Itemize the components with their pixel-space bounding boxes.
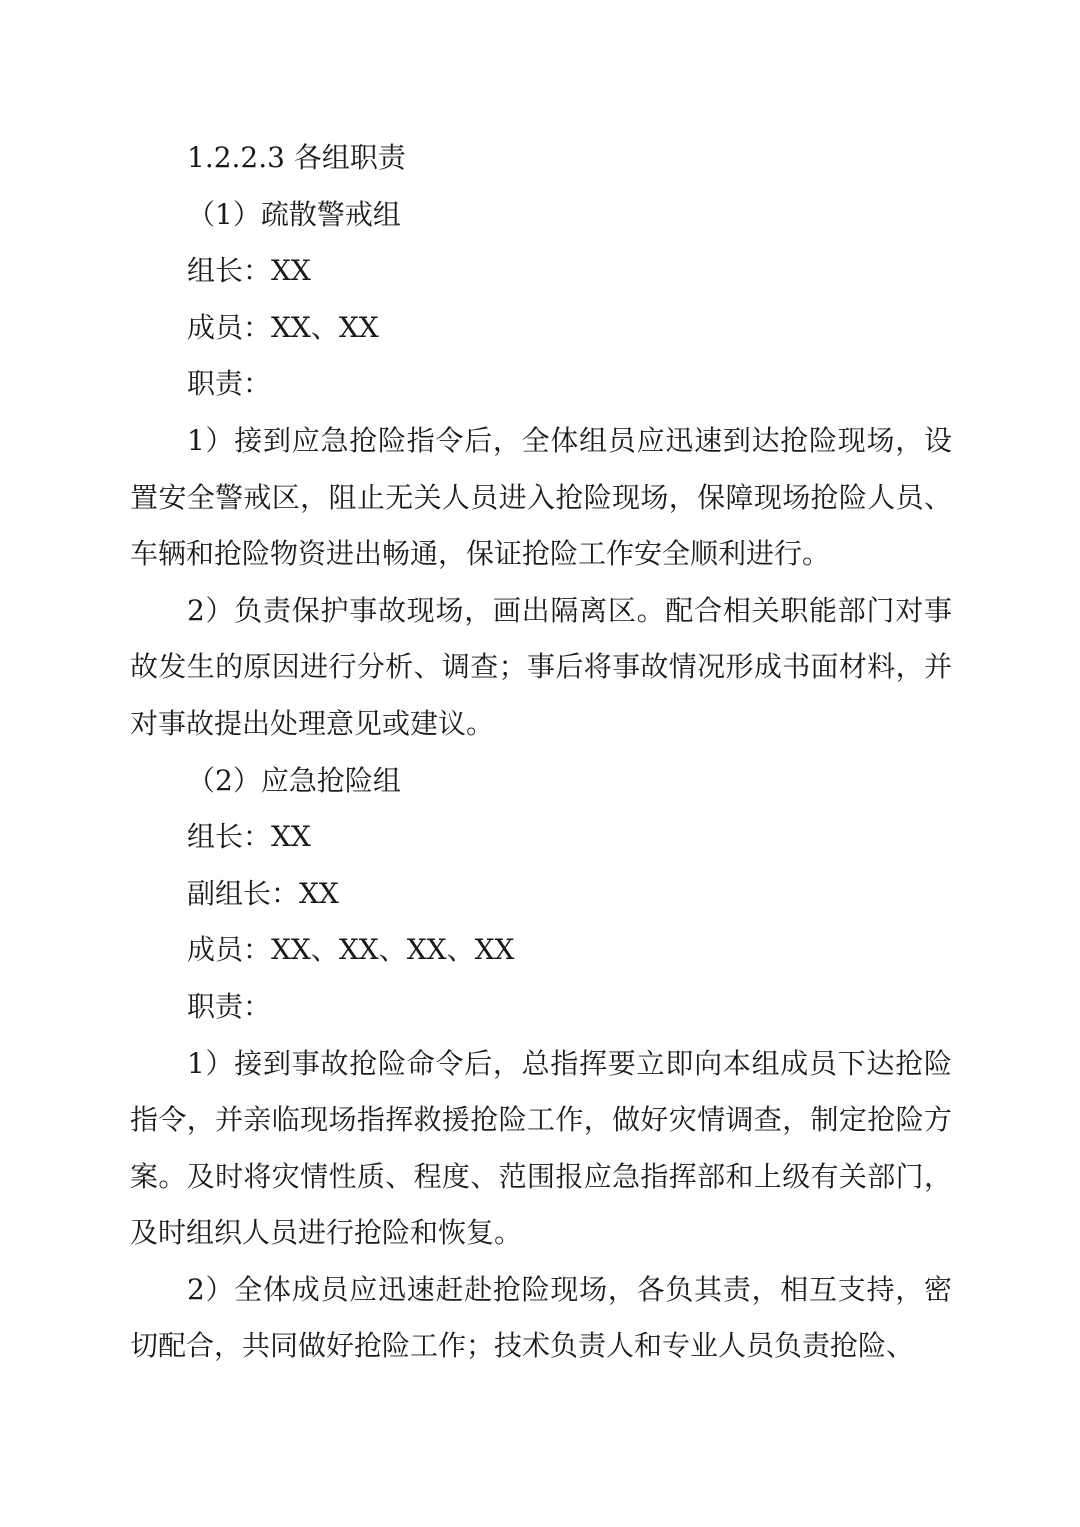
group1-duty-1: 1）接到应急抢险指令后，全体组员应迅速到达抢险现场，设置安全警戒区，阻止无关人员进入抢险现场，保障现场抢险人员、车辆和抢险物资进出畅通，保证抢险工作安全顺利进行。 [130,423,952,571]
group1-duties-label: 职责： [187,367,272,401]
group1-members: 成员：XX、XX [187,310,379,344]
section-heading: 1.2.2.3 各组职责 [187,141,406,174]
document-body [130,130,952,1375]
group2-duties-label: 职责： [187,989,272,1023]
group1-duty-2: 2）负责保护事故现场，画出隔离区。配合相关职能部门对事故发生的原因进行分析、调查；事后将事故情况形成书面材料，并对事故提出处理意见或建议。 [130,593,952,740]
group2-title: （2）应急抢险组 [187,763,401,797]
group2-deputy-leader: 副组长：XX [187,876,339,910]
group1-title: （1）疏散警戒组 [187,197,401,231]
group2-leader: 组长：XX [187,820,311,854]
group2-duty-2: 2）全体成员应迅速赶赴抢险现场，各负其责，相互支持，密切配合，共同做好抢险工作；技术负责人和专业人员负责抢险、 [130,1272,952,1363]
group2-duty-1: 1）接到事故抢险命令后，总指挥要立即向本组成员下达抢险指令，并亲临现场指挥救援抢险工作，做好灾情调查，制定抢险方案。及时将灾情性质、程度、范围报应急指挥部和上级有关部门，及时组织人员进行抢险和恢复。 [130,1046,952,1250]
group1-leader: 组长：XX [187,254,311,288]
group2-members: 成员：XX、XX、XX、XX [187,933,515,967]
